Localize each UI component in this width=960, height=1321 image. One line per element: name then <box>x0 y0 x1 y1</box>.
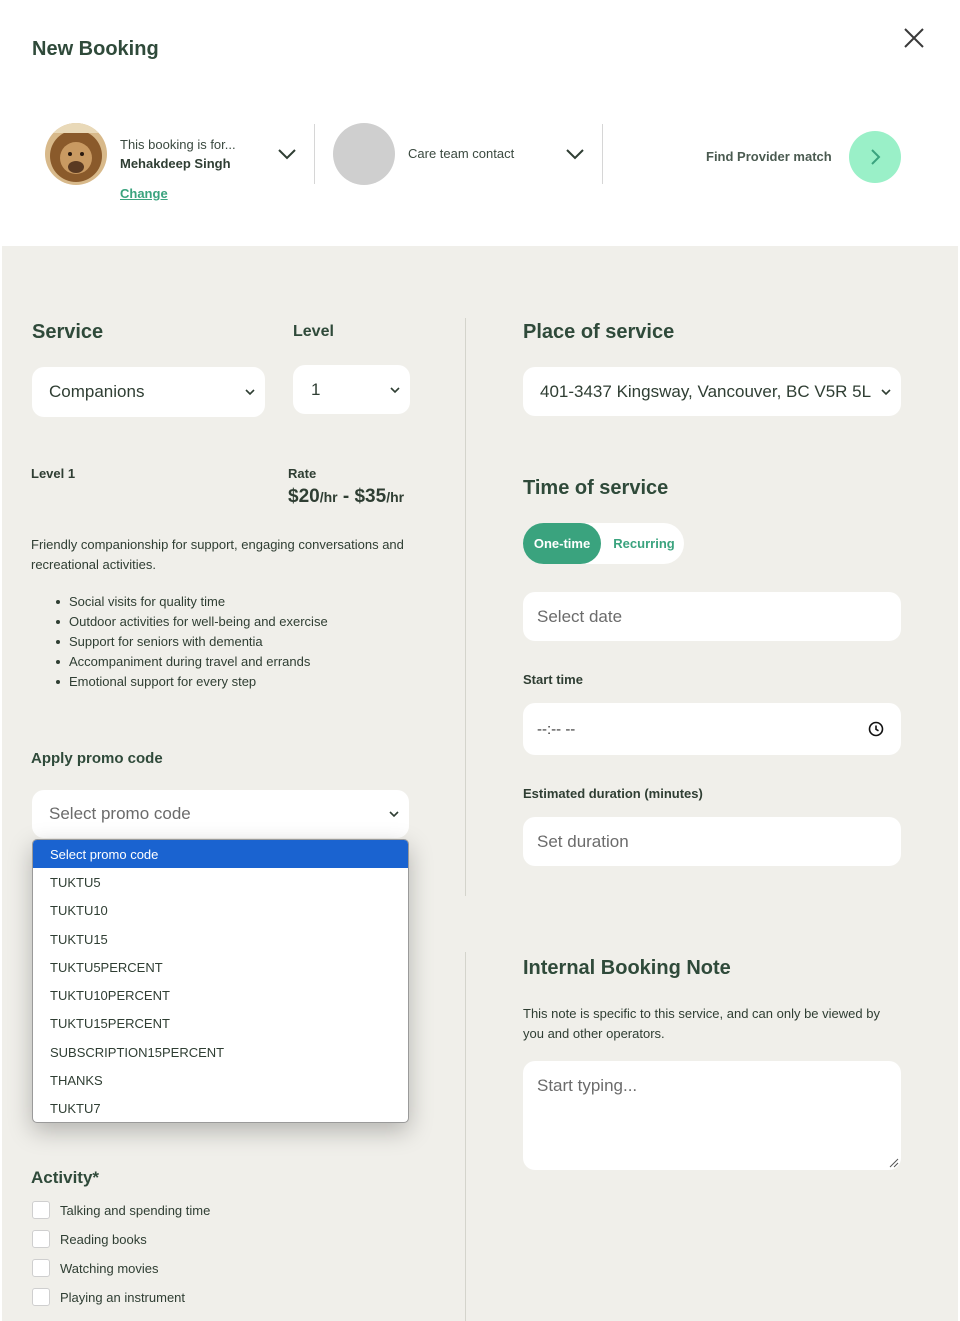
service-select[interactable] <box>32 367 265 417</box>
list-item: Support for seniors with dementia <box>50 632 328 652</box>
note-textarea[interactable]: Start typing... <box>523 1061 901 1170</box>
close-icon[interactable] <box>900 24 928 52</box>
service-features-list <box>50 592 328 692</box>
promo-option[interactable]: TUKTU10PERCENT <box>50 988 170 1004</box>
column-divider <box>465 952 466 1321</box>
note-heading: Internal Booking Note <box>523 957 731 979</box>
level-select[interactable] <box>293 365 410 414</box>
activity-option[interactable]: Talking and spending time <box>32 1201 210 1219</box>
promo-option[interactable]: TUKTU15 <box>50 931 108 947</box>
activity-option[interactable]: Watching movies <box>32 1259 159 1277</box>
promo-option[interactable]: TUKTU5PERCENT <box>50 959 163 975</box>
checkbox[interactable] <box>32 1259 50 1277</box>
level-label: Level 1 <box>31 466 76 481</box>
duration-input[interactable]: Set duration <box>523 817 901 866</box>
level-heading: Level <box>293 323 334 340</box>
client-name: Mehakdeep Singh <box>120 156 231 171</box>
header-divider <box>602 124 603 184</box>
service-description: Friendly companionship for support, engaging conversations and recreational activities. <box>31 537 404 572</box>
chevron-down-icon[interactable] <box>276 143 298 165</box>
promo-option[interactable]: TUKTU7 <box>50 1101 101 1117</box>
activity-heading: Activity* <box>31 1168 100 1187</box>
list-item: Emotional support for every step <box>50 672 328 692</box>
resize-handle-icon[interactable] <box>889 1158 899 1168</box>
start-time-label: Start time <box>523 672 583 687</box>
checkbox[interactable] <box>32 1201 50 1219</box>
promo-option[interactable]: TUKTU10 <box>50 903 108 919</box>
care-team-label: Care team contact <box>408 146 515 161</box>
promo-dropdown-list <box>32 839 409 1123</box>
list-item: Outdoor activities for well-being and exercise <box>50 612 328 632</box>
checkbox[interactable] <box>32 1230 50 1248</box>
frequency-toggle <box>523 523 684 564</box>
column-divider <box>465 318 466 896</box>
place-select-value: 401-3437 Kingsway, Vancouver, BC V5R 5L <box>540 381 872 401</box>
promo-option[interactable]: Select promo code <box>33 840 408 868</box>
chevron-down-icon <box>243 385 257 399</box>
promo-select[interactable] <box>32 790 409 838</box>
one-time-tab[interactable]: One-time <box>523 523 601 564</box>
promo-option[interactable]: THANKS <box>50 1073 103 1089</box>
header-divider <box>314 124 315 184</box>
place-heading: Place of service <box>523 321 675 343</box>
place-select[interactable] <box>523 367 901 416</box>
promo-option[interactable]: SUBSCRIPTION15PERCENT <box>50 1044 225 1060</box>
promo-heading: Apply promo code <box>31 750 163 767</box>
change-client-link[interactable]: Change <box>120 186 168 201</box>
booking-for-label: This booking is for... <box>120 137 236 152</box>
promo-select-value: Select promo code <box>49 804 191 823</box>
booking-header <box>0 0 958 246</box>
client-avatar <box>45 123 107 185</box>
clock-icon[interactable] <box>868 721 884 737</box>
note-description: This note is specific to this service, and can only be viewed by you and other operators. <box>523 1006 880 1041</box>
activity-option[interactable]: Reading books <box>32 1230 147 1248</box>
recurring-tab[interactable]: Recurring <box>613 536 675 551</box>
date-input[interactable]: Select date <box>523 592 901 641</box>
find-provider-button[interactable] <box>849 131 901 183</box>
chevron-down-icon <box>388 383 402 397</box>
chevron-down-icon <box>387 807 401 821</box>
promo-option[interactable]: TUKTU15PERCENT <box>50 1016 170 1032</box>
rate-label: Rate <box>288 466 317 481</box>
page-title: New Booking <box>32 38 159 60</box>
duration-label: Estimated duration (minutes) <box>523 786 703 801</box>
list-item: Social visits for quality time <box>50 592 328 612</box>
level-select-value: 1 <box>311 379 321 399</box>
time-heading: Time of service <box>523 477 669 499</box>
start-time-input[interactable]: --:-- -- <box>523 703 901 755</box>
chevron-down-icon <box>879 385 893 399</box>
promo-option[interactable]: TUKTU5 <box>50 874 101 890</box>
service-select-value: Companions <box>49 382 145 401</box>
checkbox[interactable] <box>32 1288 50 1306</box>
chevron-right-icon <box>865 147 885 167</box>
care-team-avatar <box>333 123 395 185</box>
find-provider-label[interactable]: Find Provider match <box>706 149 832 164</box>
service-heading: Service <box>32 321 104 343</box>
activity-option[interactable]: Playing an instrument <box>32 1288 185 1306</box>
rate-value: $20/hr - $35/hr <box>288 486 405 507</box>
list-item: Accompaniment during travel and errands <box>50 652 328 672</box>
chevron-down-icon[interactable] <box>564 143 586 165</box>
